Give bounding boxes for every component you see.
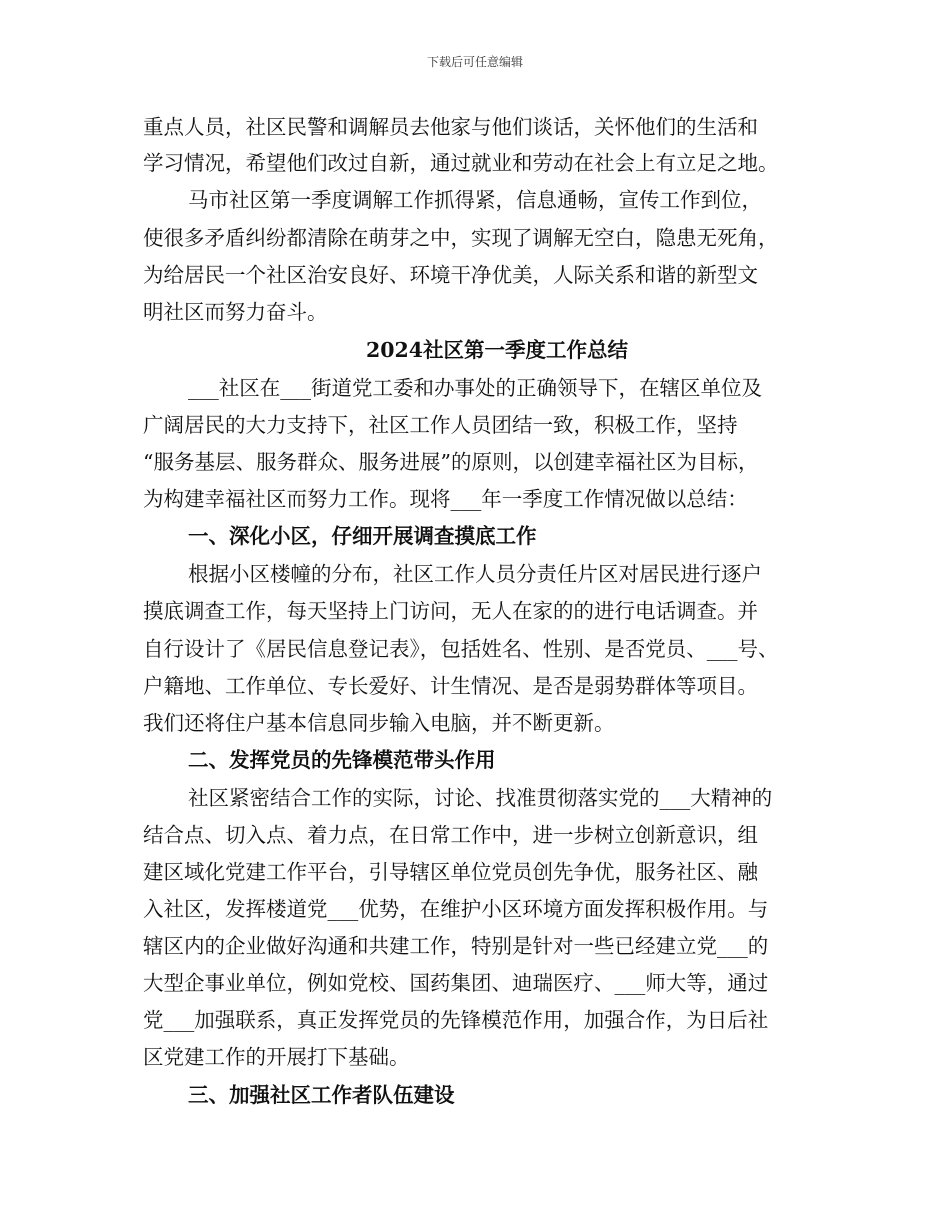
body-line: 重点人员，社区民警和调解员去他家与他们谈话，关怀他们的生活和 [143,115,758,139]
section-heading: 三、加强社区工作者队伍建设 [188,1083,455,1107]
body-line: 社区紧密结合工作的实际，讨论、找准贯彻落实党的___大精神的 [188,786,773,810]
body-line: 入社区，发挥楼道党___优势，在维护小区环境方面发挥积极作用。与 [143,897,769,921]
body-line: 摸底调查工作，每天坚持上门访问，无人在家的的进行电话调查。并 [143,599,758,623]
body-line: 使很多矛盾纠纷都清除在萌芽之中，实现了调解无空白，隐患无死角， [143,226,779,250]
body-line: 我们还将住户基本信息同步输入电脑，并不断更新。 [143,711,615,735]
body-line: 户籍地、工作单位、专长爱好、计生情况、是否是弱势群体等项目。 [143,674,758,698]
document-title: 2024社区第一季度工作总结 [366,338,629,362]
body-line: 建区域化党建工作平台，引导辖区单位党员创先争优，服务社区、融 [143,860,758,884]
body-line: ___社区在___街道党工委和办事处的正确领导下，在辖区单位及 [188,376,762,400]
body-line: 结合点、切入点、着力点，在日常工作中，进一步树立创新意识，组 [143,823,758,847]
section-heading: 一、深化小区，仔细开展调查摸底工作 [188,524,537,548]
section-heading: 二、发挥党员的先锋模范带头作用 [188,748,496,772]
body-line: 明社区而努力奋斗。 [143,300,328,324]
body-line: 为给居民一个社区治安良好、环境干净优美，人际关系和谐的新型文 [143,263,758,287]
body-line: 区党建工作的开展打下基础。 [143,1045,410,1069]
body-line: 大型企事业单位，例如党校、国药集团、迪瑞医疗、___师大等，通过 [143,971,769,995]
page-header: 下载后可任意编辑 [426,55,523,69]
body-line: 广阔居民的大力支持下，社区工作人员团结一致，积极工作，坚持 [143,413,738,437]
body-line: 根据小区楼幢的分布，社区工作人员分责任片区对居民进行逐户 [188,562,762,586]
body-line: 党___加强联系，真正发挥党员的先锋模范作用，加强合作，为日后社 [143,1008,769,1032]
body-line: 学习情况，希望他们改过自新，通过就业和劳动在社会上有立足之地。 [143,151,779,175]
body-line: 马市社区第一季度调解工作抓得紧，信息通畅，宣传工作到位， [188,188,762,212]
body-line: 为构建幸福社区而努力工作。现将___年一季度工作情况做以总结： [143,487,748,511]
body-line: 自行设计了《居民信息登记表》，包括姓名、性别、是否党员、___号、 [143,637,779,661]
body-line: “服务基层、服务群众、服务进展”的原则，以创建幸福社区为目标， [143,450,759,474]
body-line: 辖区内的企业做好沟通和共建工作，特别是针对一些已经建立党___的 [143,934,769,958]
